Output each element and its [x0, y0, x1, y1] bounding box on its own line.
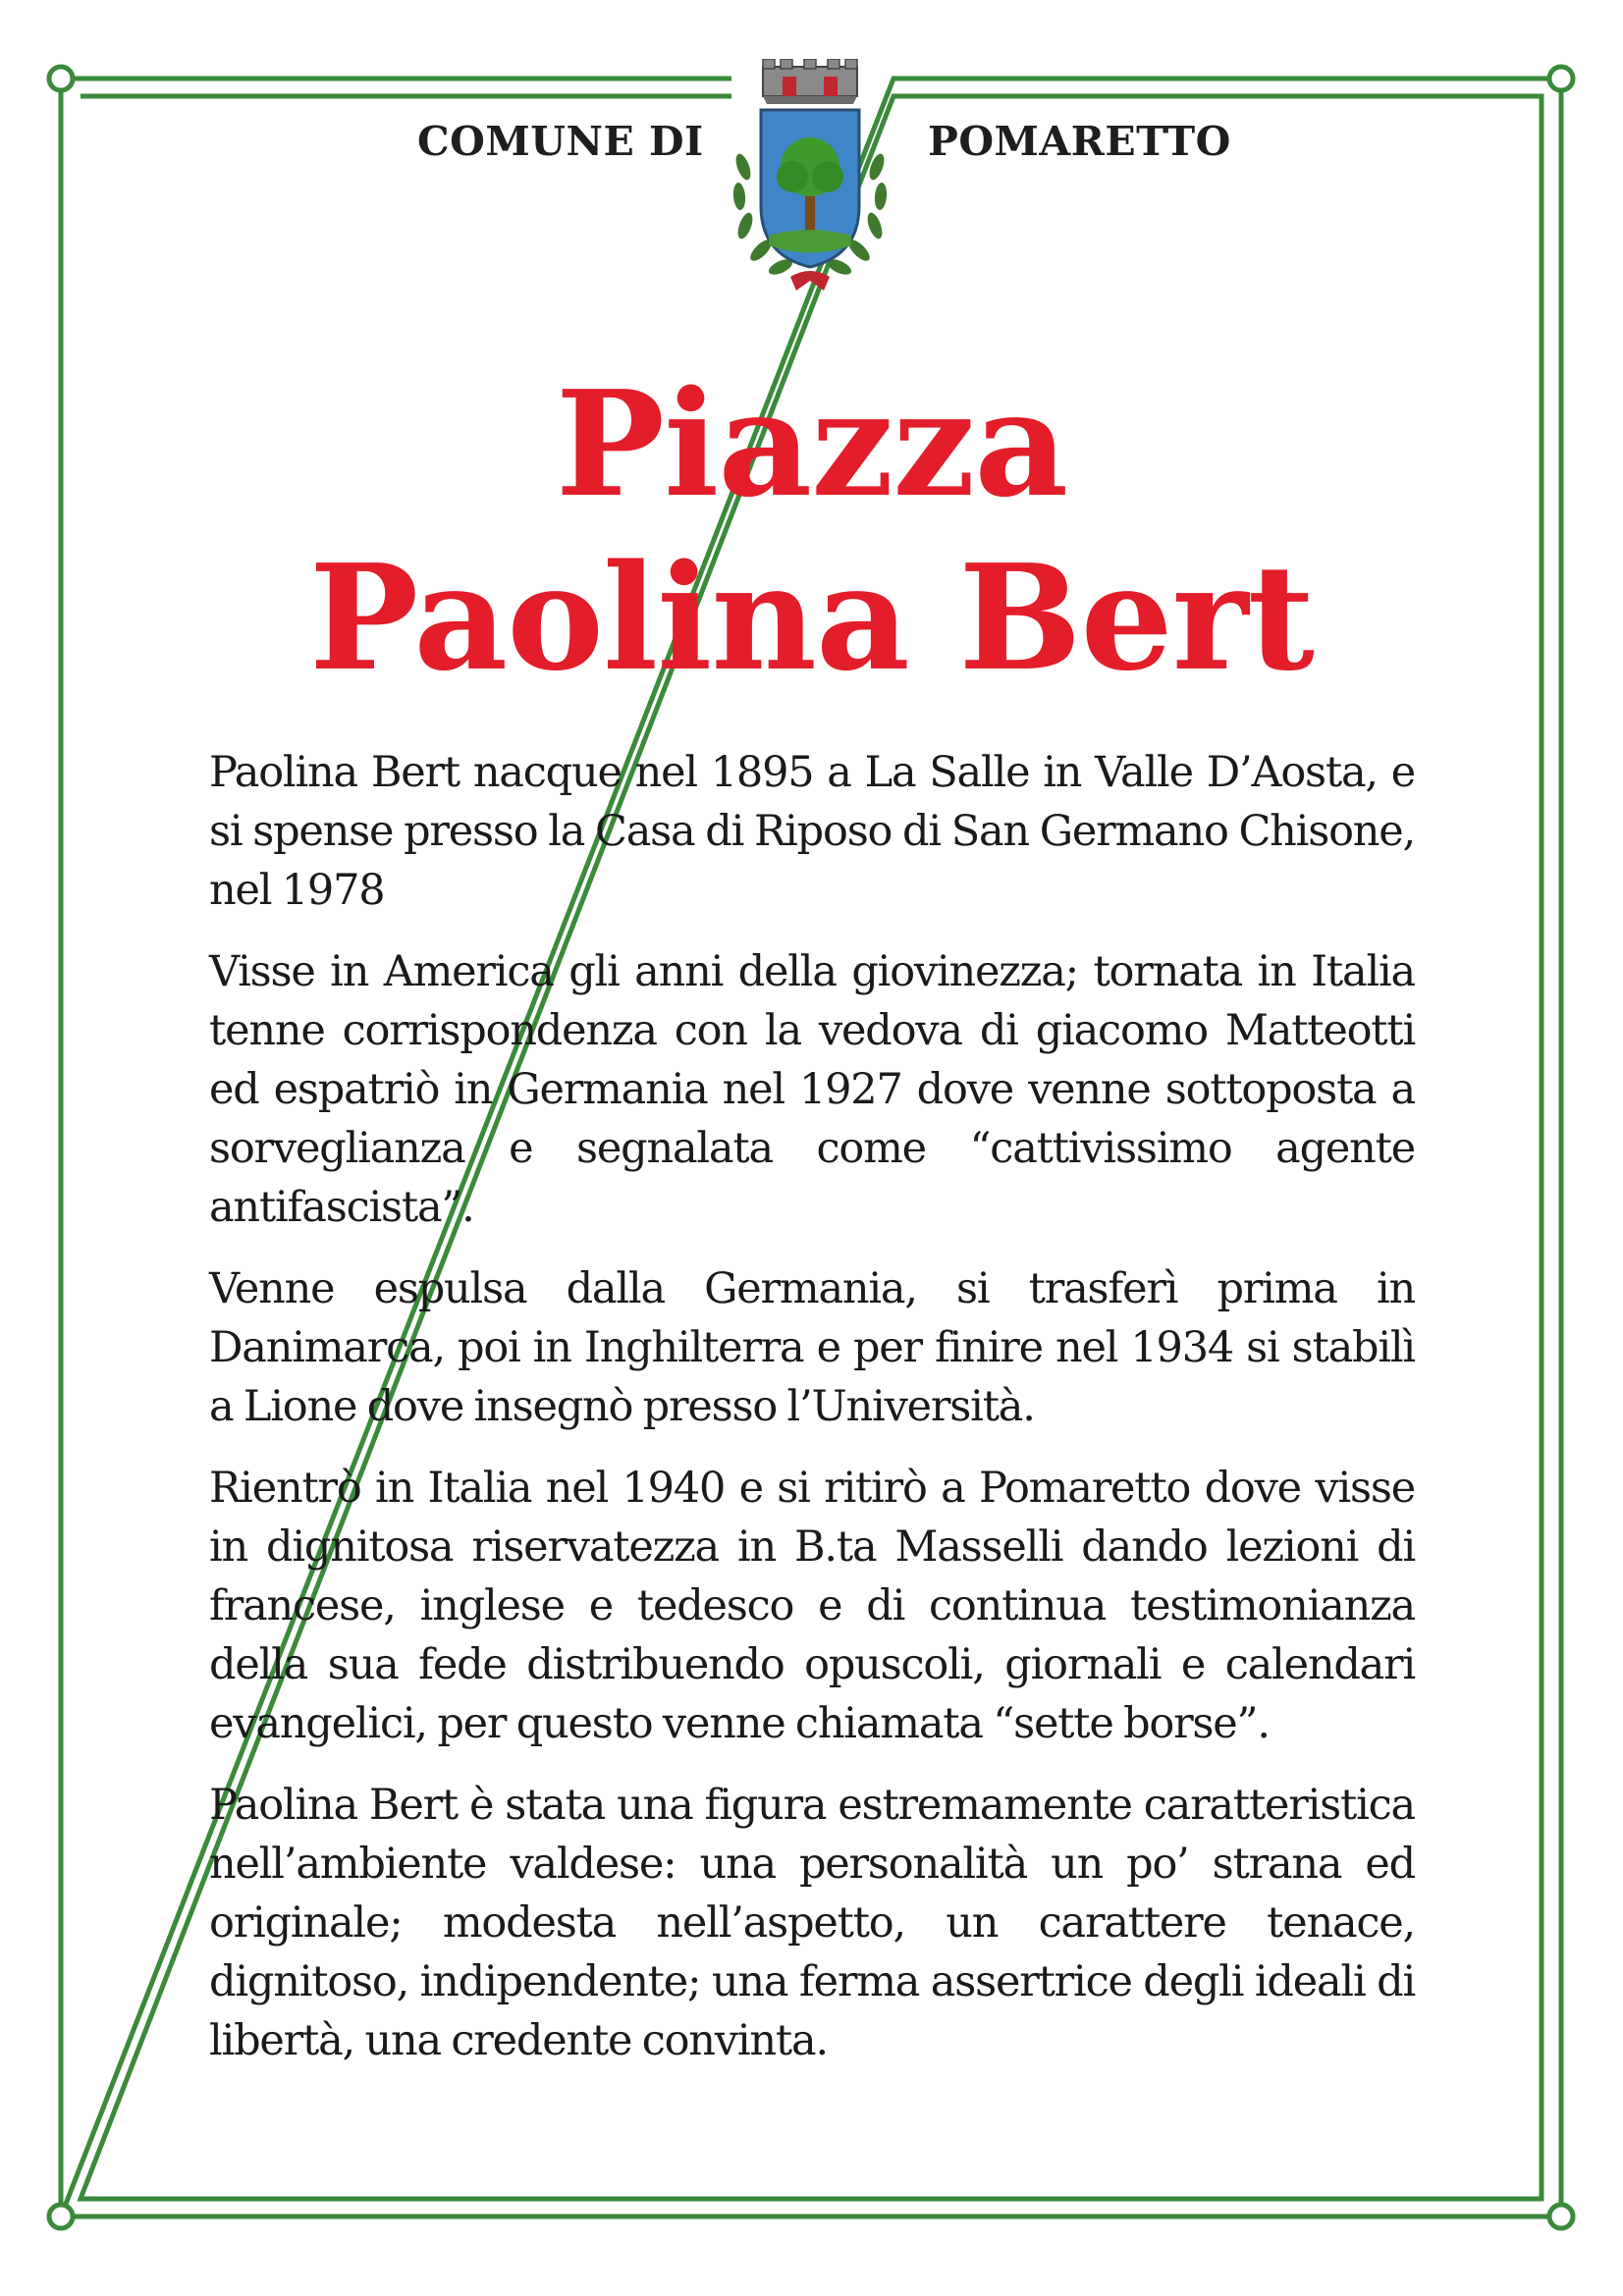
biography-body: [209, 743, 1415, 2093]
paragraph-character: Paolina Bert è stata una figura estremamente caratteristica nell’ambiente valdese: una personalità un po’ strana ed originale; modesta nell’aspetto, un carattere tenace, dignitoso, indipendente; una ferma assertrice degli ideali di libertà, una credente convinta.: [209, 1781, 1415, 2065]
paragraph-birth: Paolina Bert nacque nel 1895 a La Salle in Valle D’Aosta, e si spense presso la Casa di Riposo di San Germano Chisone, nel 1978: [209, 748, 1415, 915]
paragraph-return: Rientrò in Italia nel 1940 e si ritirò a Pomaretto dove visse in dignitosa riservatezza in B.ta Masselli dando lezioni di francese, inglese e tedesco e di continua testimonianza della sua fede distribuendo opuscoli, giornali e calendari evangelici, per questo venne chiamata “sette borse”.: [209, 1464, 1415, 1748]
title-line-name: Paolina Bert: [309, 532, 1314, 703]
paragraph-america: Visse in America gli anni della giovinezza; tornata in Italia tenne corrispondenza con la vedova di giacomo Matteotti ed espatriò in Germania nel 1927 dove venne sottoposta a sorveglianza e segnalata come “cattivissimo agente antifascista”.: [209, 947, 1415, 1232]
header-comune-label: COMUNE DI: [417, 118, 704, 165]
paragraph-expulsion: Venne espulsa dalla Germania, si trasferì prima in Danimarca, poi in Inghilterra e per finire nel 1934 si stabilì a Lione dove insegnò presso l’Università.: [209, 1264, 1415, 1431]
coat-of-arms-icon: [722, 59, 898, 294]
title-line-piazza: Piazza: [555, 358, 1068, 529]
header-town-label: POMARETTO: [928, 118, 1231, 165]
